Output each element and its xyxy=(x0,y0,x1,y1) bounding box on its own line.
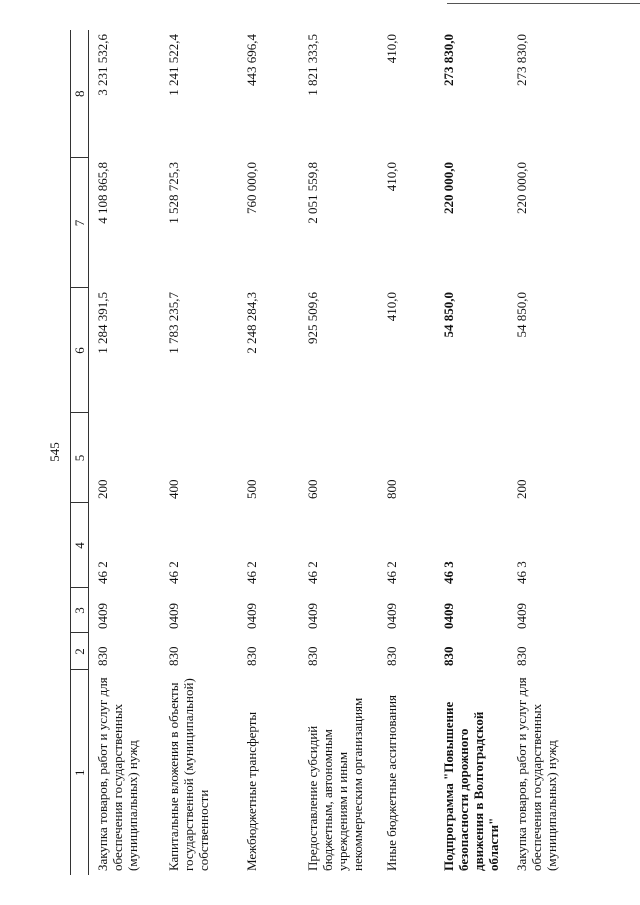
cell-amount-7: 2 051 559,8 xyxy=(305,162,320,224)
cell-type: 600 xyxy=(305,479,320,499)
column-header: 3 xyxy=(71,588,89,633)
cell-amount-6: 54 850,0 xyxy=(441,292,456,338)
budget-table-sheet xyxy=(70,30,610,875)
cell-target: 46 2 xyxy=(305,561,320,584)
table-row xyxy=(299,30,378,875)
cell-amount-7: 410,0 xyxy=(384,162,399,192)
cell-section: 0409 xyxy=(384,603,399,629)
table-row xyxy=(378,30,435,875)
cell-type: 200 xyxy=(95,479,110,499)
table-row xyxy=(89,30,161,875)
column-header: 2 xyxy=(71,633,89,670)
table-row xyxy=(435,30,508,875)
cell-target: 46 2 xyxy=(384,561,399,584)
cell-amount-6: 410,0 xyxy=(384,292,399,322)
cell-section: 0409 xyxy=(441,603,456,629)
cell-target: 46 3 xyxy=(441,561,456,584)
cell-target: 46 2 xyxy=(244,561,259,584)
row-name: Межбюджетные трансферты xyxy=(244,711,259,871)
cell-ministry: 830 xyxy=(441,646,456,666)
cell-section: 0409 xyxy=(95,603,110,629)
cell-amount-7: 760 000,0 xyxy=(244,162,259,214)
cell-amount-8: 273 830,0 xyxy=(441,34,456,86)
cell-amount-6: 1 284 391,5 xyxy=(95,292,110,354)
cell-type: 200 xyxy=(514,479,529,499)
cell-amount-8: 410,0 xyxy=(384,34,399,64)
cell-ministry: 830 xyxy=(95,646,110,666)
cell-type: 800 xyxy=(384,479,399,499)
table-row xyxy=(508,30,584,875)
header-row xyxy=(71,30,89,875)
cell-section: 0409 xyxy=(514,603,529,629)
cell-section: 0409 xyxy=(305,603,320,629)
cell-amount-6: 54 850,0 xyxy=(514,292,529,338)
cell-amount-8: 3 231 532,6 xyxy=(95,34,110,96)
column-header: 4 xyxy=(71,503,89,588)
cell-amount-8: 273 830,0 xyxy=(514,34,529,86)
cell-ministry: 830 xyxy=(166,646,181,666)
column-header: 1 xyxy=(71,670,89,875)
budget-table xyxy=(70,30,584,875)
column-header: 7 xyxy=(71,158,89,288)
cell-amount-6: 2 248 284,3 xyxy=(244,292,259,354)
row-name: Закупка товаров, работ и услуг для обеспечения государственных (муниципальных) нужд xyxy=(95,677,140,871)
table-row xyxy=(238,30,299,875)
cell-target: 46 2 xyxy=(166,561,181,584)
cell-type xyxy=(435,413,508,503)
row-name: Подпрограмма "Повышение безопасности дорожного движения в Волгоградской области" xyxy=(441,701,501,871)
page-number: 545 xyxy=(47,442,62,462)
cell-amount-8: 1 821 333,5 xyxy=(305,34,320,96)
cell-ministry: 830 xyxy=(514,646,529,666)
cell-amount-8: 1 241 522,4 xyxy=(166,34,181,96)
row-name: Капитальные вложения в объекты государственной (муниципальной) собственности xyxy=(166,678,211,871)
row-name: Иные бюджетные ассигнования xyxy=(384,694,399,871)
cell-target: 46 2 xyxy=(95,561,110,584)
cell-target: 46 3 xyxy=(514,561,529,584)
column-header: 5 xyxy=(71,413,89,503)
row-name: Предоставление субсидий бюджетным, автономным учреждениям и иным некоммерческим организациям xyxy=(305,697,365,871)
cell-type: 500 xyxy=(244,479,259,499)
cell-amount-7: 1 528 725,3 xyxy=(166,162,181,224)
row-name: Закупка товаров, работ и услуг для обеспечения государственных (муниципальных) нужд xyxy=(514,677,559,871)
cell-amount-7: 220 000,0 xyxy=(441,162,456,214)
cell-ministry: 830 xyxy=(244,646,259,666)
cell-ministry: 830 xyxy=(305,646,320,666)
top-border-line xyxy=(447,3,640,4)
cell-amount-6: 1 783 235,7 xyxy=(166,292,181,354)
column-header: 8 xyxy=(71,30,89,158)
cell-ministry: 830 xyxy=(384,646,399,666)
cell-section: 0409 xyxy=(244,603,259,629)
cell-amount-7: 4 108 865,8 xyxy=(95,162,110,224)
cell-amount-8: 443 696,4 xyxy=(244,34,259,86)
cell-type: 400 xyxy=(166,479,181,499)
table-row xyxy=(160,30,238,875)
cell-amount-6: 925 509,6 xyxy=(305,292,320,344)
column-header: 6 xyxy=(71,288,89,413)
cell-amount-7: 220 000,0 xyxy=(514,162,529,214)
cell-section: 0409 xyxy=(166,603,181,629)
